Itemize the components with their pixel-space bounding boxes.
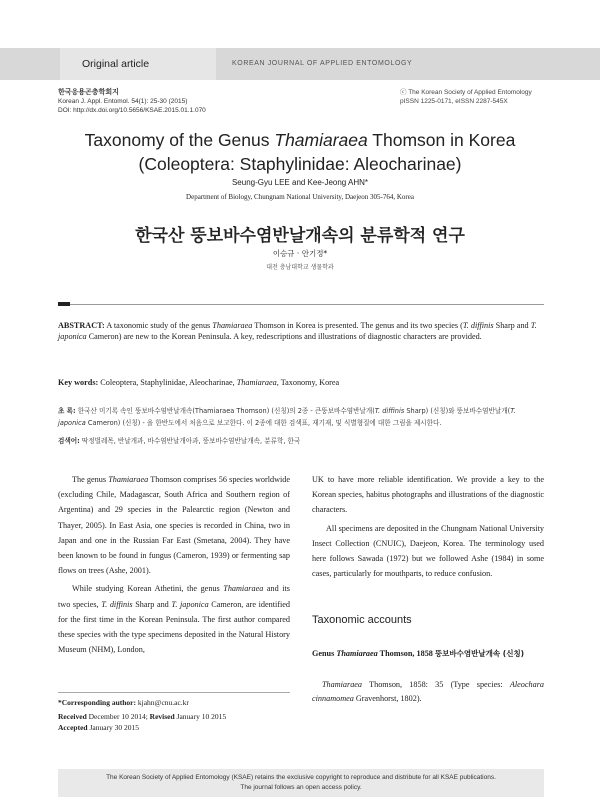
korean-keywords-text: 딱정벌레목, 반날개과, 바수염반날개아과, 뚱보바수염반날개속, 분류학, 한국 bbox=[79, 437, 301, 445]
body-genus: Thamiaraea bbox=[223, 584, 264, 594]
corresponding-email[interactable]: kjahn@cnu.ac.kr bbox=[136, 698, 189, 707]
revised-label: Revised bbox=[149, 712, 175, 721]
body-text: and its two species, bbox=[58, 584, 290, 609]
accepted-label: Accepted bbox=[58, 723, 88, 732]
citation-block bbox=[58, 88, 206, 115]
title-subtitle: (Coleoptera: Staphylinidae: Aleocharinae) bbox=[138, 154, 462, 174]
body-genus: Thamiaraea bbox=[108, 475, 149, 484]
issn-line: pISSN 1225-0171, eISSN 2287-545X bbox=[400, 98, 508, 105]
keywords-label: Key words: bbox=[58, 378, 99, 387]
abstract-text: Cameron) are new to the Korean Peninsula. A key, redescriptions and illustrations of diagnostic characters are provided. bbox=[86, 332, 482, 341]
received-date: December 10 2014; bbox=[86, 712, 150, 721]
body-paragraph: UK to have more reliable identification. We provide a key to the Korean species, habitus photographs and illustrations of the diagnostic characters. bbox=[312, 475, 544, 515]
journal-name: KOREAN JOURNAL OF APPLIED ENTOMOLOGY bbox=[232, 60, 413, 67]
citation-text: Korean J. Appl. Entomol. 54(1): 25-30 (2015) bbox=[58, 98, 188, 105]
copyright-block bbox=[400, 88, 550, 106]
korean-title: 한국산 뚱보바수염반날개속의 분류학적 연구 bbox=[135, 226, 465, 246]
abstract-text: Thomson in Korea is presented. The genus and its two species ( bbox=[252, 321, 463, 330]
genus-heading-text: Genus bbox=[312, 649, 337, 658]
footnote bbox=[58, 697, 298, 733]
body-text: The genus bbox=[72, 475, 109, 484]
korean-abstract-species: T. japonica bbox=[58, 407, 516, 427]
title-text: Taxonomy of the Genus bbox=[84, 130, 275, 150]
article-title bbox=[40, 128, 560, 176]
body-paragraph bbox=[58, 472, 290, 578]
korean-abstract-text: Sharp) (신칭)와 뚱보바수염반날개( bbox=[404, 407, 511, 415]
genus-heading bbox=[312, 646, 544, 661]
abstract-label: ABSTRACT: bbox=[58, 321, 105, 330]
korean-abstract-label: 초 록: bbox=[58, 407, 76, 415]
section-heading: Taxonomic accounts bbox=[312, 614, 412, 626]
authors: Seung-Gyu LEE and Kee-Jeong AHN* bbox=[231, 178, 369, 187]
header-bar bbox=[0, 48, 600, 80]
abstract-text: Sharp and bbox=[493, 321, 531, 330]
keywords-genus: Thamiaraea bbox=[236, 378, 277, 387]
korean-abstract bbox=[58, 405, 544, 429]
body-paragraph bbox=[58, 581, 290, 657]
abstract bbox=[58, 320, 544, 342]
abstract-genus: Thamiaraea bbox=[212, 321, 253, 330]
korean-keywords-label: 검색어: bbox=[58, 437, 80, 445]
genus-heading-name: Thamiaraea bbox=[336, 649, 378, 658]
genus-citation bbox=[312, 678, 544, 706]
body-species: T. diffinis bbox=[101, 599, 133, 609]
korean-authors: 이승규 · 안기정* bbox=[272, 249, 328, 258]
title-text-end: Thomson in Korea bbox=[367, 130, 516, 150]
footer-line: The Korean Society of Applied Entomology (KSAE) retains the exclusive copyright to reproduce and distribute for all KSAE publications. bbox=[106, 774, 496, 781]
korean-abstract-species: T. diffinis bbox=[374, 407, 405, 415]
abstract-species: T. diffinis bbox=[462, 321, 494, 330]
footnote-divider bbox=[58, 692, 290, 693]
genus-citation-name: Thamiaraea bbox=[322, 680, 363, 689]
corresponding-label: *Corresponding author: bbox=[58, 698, 136, 707]
body-paragraph: All specimens are deposited in the Chungnam National University Insect Collection (CNUIC), Daejeon, Korea. The terminology used here follows Sawada (1972) but we followed Ashe (1984) in some cases, particularly for mouthparts, to reduce confusion. bbox=[312, 523, 544, 579]
genus-heading-author: Thomson, 1858 bbox=[377, 649, 435, 658]
title-genus: Thamiaraea bbox=[274, 130, 368, 150]
body-left-column bbox=[58, 472, 290, 657]
body-text: Sharp and bbox=[132, 599, 172, 609]
body-text: While studying Korean Athetini, the genus bbox=[72, 584, 224, 594]
received-label: Received bbox=[58, 712, 87, 721]
copyright-footer bbox=[58, 769, 544, 797]
genus-heading-suffix: (신칭) bbox=[500, 649, 525, 658]
doi-link[interactable]: DOI: http://dx.doi.org/10.5656/KSAE.2015.01.1.070 bbox=[58, 107, 206, 114]
korean-keywords bbox=[58, 436, 544, 446]
korean-affiliation: 대전 충남대학교 생물학과 bbox=[266, 264, 334, 271]
keywords-text: Coleoptera, Staphylinidae, Aleocharinae, bbox=[98, 378, 237, 387]
genus-citation-text: Gravenhorst, 1802). bbox=[353, 694, 422, 703]
body-text: Cameron, are identified for the first time in the Korean Peninsula. The first author compared these species with the type specimens deposited in the Natural History Museum (NHM), London, bbox=[58, 599, 290, 655]
keywords bbox=[58, 377, 544, 388]
revised-date: January 10 2015 bbox=[174, 712, 227, 721]
abstract-text: A taxonomic study of the genus bbox=[104, 321, 213, 330]
body-text: Thomson comprises 56 species worldwide (excluding Chile, Madagascar, South Africa and Southern region of Argentina) and 29 species in the Palearctic region (Newton and Thayer, 2005). In East Asia, one species is recorded in China, two in Japan and one in the Russian Far East (Smetana, 2004). They have been known to be found in fungus (Cameron, 1939) or fermenting sap flows on trees (Ashe, 2001). bbox=[58, 475, 290, 576]
footer-line: The journal follows an open access policy. bbox=[240, 784, 362, 791]
body-species: T. japonica bbox=[171, 599, 209, 609]
copyright-line: ⓒ The Korean Society of Applied Entomology bbox=[400, 89, 532, 96]
accepted-date: January 30 2015 bbox=[87, 723, 140, 732]
abstract-species: T. japonica bbox=[58, 321, 537, 341]
section-divider bbox=[58, 304, 544, 305]
article-type-label: Original article bbox=[60, 48, 216, 80]
korean-abstract-text: 한국산 미기록 속인 뚱보바수염반날개속(Thamiaraea Thomson) (신칭)의 2종 - 큰뚱보바수염반날개( bbox=[75, 407, 375, 415]
genus-citation-text: Thomson, 1858: 35 (Type species: bbox=[362, 680, 510, 689]
genus-citation-type-species: Aleochara cinnamomea bbox=[312, 680, 544, 703]
body-right-column bbox=[312, 472, 544, 581]
affiliation: Department of Biology, Chungnam National University, Daejeon 305-764, Korea bbox=[186, 193, 414, 201]
journal-korean-name: 한국응용곤충학회지 bbox=[58, 89, 119, 96]
genus-heading-korean: 뚱보바수염반날개속 bbox=[434, 649, 501, 658]
keywords-text: , Taxonomy, Korea bbox=[276, 378, 340, 387]
korean-abstract-text: Cameron) (신칭) - 을 한반도에서 처음으로 보고한다. 이 2종에 대한 검색표, 재기재, 및 식별형질에 대한 그림을 제시한다. bbox=[85, 419, 442, 427]
divider-mark bbox=[58, 302, 70, 306]
